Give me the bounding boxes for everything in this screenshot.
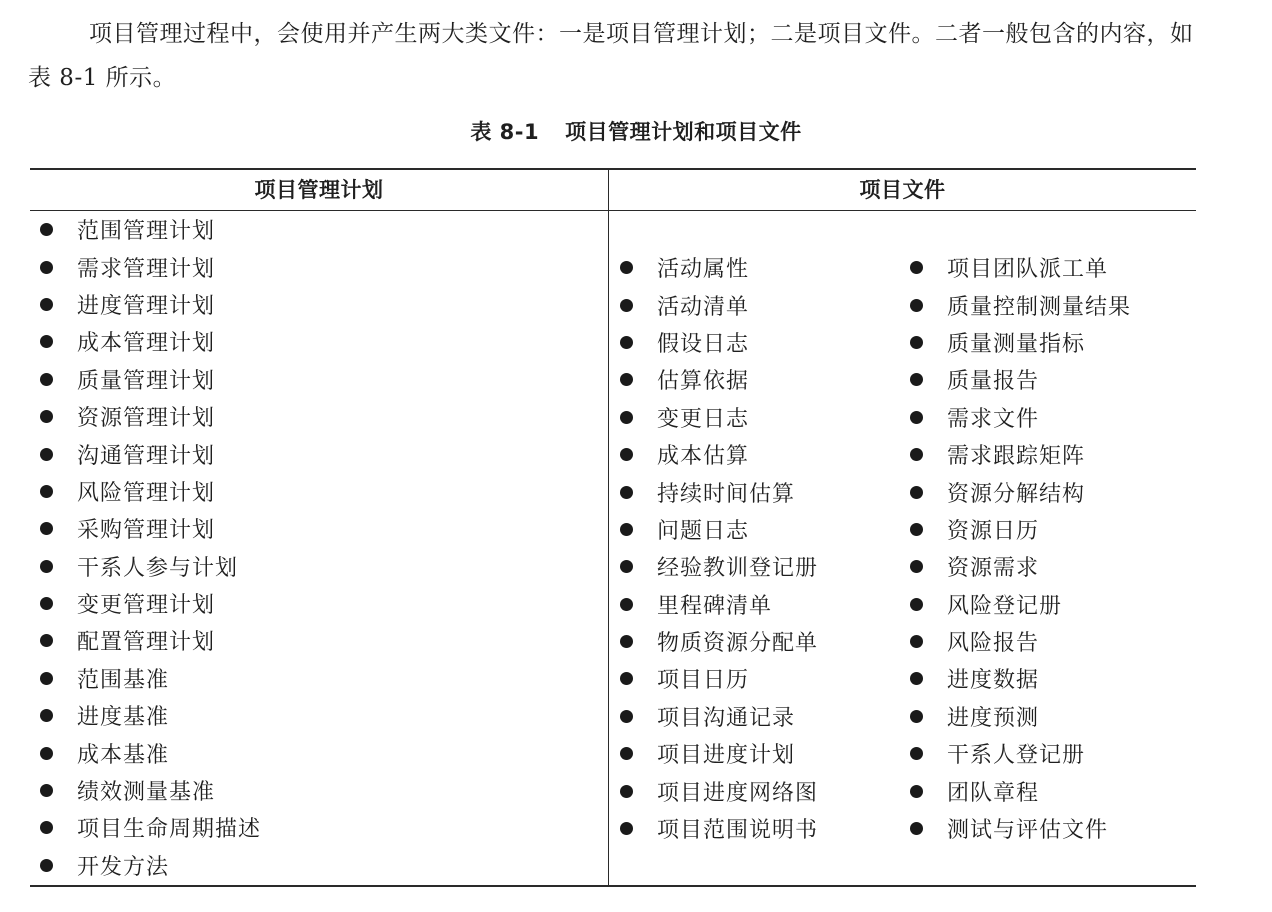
bullet-icon (40, 560, 53, 573)
bullet-icon (620, 785, 633, 798)
list-item (620, 324, 818, 361)
table-column-divider (608, 170, 609, 885)
bullet-icon (910, 822, 923, 835)
bullet-icon (910, 672, 923, 685)
list-item-label: 采购管理计划 (77, 518, 216, 544)
bullet-icon (620, 373, 633, 386)
list-item (40, 248, 261, 285)
list-item-label: 风险报告 (947, 631, 1040, 657)
list-item-label: 沟通管理计划 (77, 443, 216, 469)
list-item (40, 734, 261, 771)
list-item (910, 473, 1131, 510)
list-item-label: 质量测量指标 (947, 331, 1086, 357)
list-item (620, 548, 818, 585)
list-item-label: 变更管理计划 (77, 593, 216, 619)
list-item-label: 范围管理计划 (77, 219, 216, 245)
list-item-label: 问题日志 (657, 518, 750, 544)
list-item (40, 286, 261, 323)
list-item (910, 436, 1131, 473)
list-item (620, 735, 818, 772)
plan-items-list (40, 211, 261, 884)
bullet-icon (40, 448, 53, 461)
list-item-label: 配置管理计划 (77, 630, 216, 656)
list-item (40, 847, 261, 884)
list-item-label: 项目团队派工单 (947, 257, 1109, 283)
bullet-icon (620, 261, 633, 274)
list-item (910, 735, 1131, 772)
list-item (40, 622, 261, 659)
bullet-icon (910, 747, 923, 760)
list-item (910, 399, 1131, 436)
list-item-label: 经验教训登记册 (657, 556, 819, 582)
list-item (910, 772, 1131, 809)
list-item-label: 需求跟踪矩阵 (947, 444, 1086, 470)
list-item (40, 323, 261, 360)
bullet-icon (620, 672, 633, 685)
bullet-icon (40, 335, 53, 348)
list-item-label: 项目日历 (657, 668, 750, 694)
bullet-icon (910, 523, 923, 536)
bullet-icon (40, 634, 53, 647)
list-item (40, 361, 261, 398)
bullet-icon (40, 709, 53, 722)
list-item-label: 变更日志 (657, 406, 750, 432)
list-item-label: 质量报告 (947, 369, 1040, 395)
list-item-label: 资源需求 (947, 556, 1040, 582)
list-item-label: 需求管理计划 (77, 256, 216, 282)
list-item (40, 435, 261, 472)
bullet-icon (620, 747, 633, 760)
bullet-icon (910, 635, 923, 648)
bullet-icon (40, 522, 53, 535)
list-item-label: 假设日志 (657, 331, 750, 357)
list-item-label: 活动清单 (657, 294, 750, 320)
list-item-label: 资源日历 (947, 518, 1040, 544)
list-item-label: 干系人登记册 (947, 743, 1086, 769)
list-item-label: 开发方法 (77, 854, 170, 880)
list-item (620, 361, 818, 398)
bullet-icon (620, 448, 633, 461)
list-item (620, 249, 818, 286)
bullet-icon (910, 710, 923, 723)
document-items-list-2 (910, 249, 1131, 847)
list-item (620, 286, 818, 323)
list-item-label: 项目范围说明书 (657, 818, 819, 844)
list-item (40, 510, 261, 547)
bullet-icon (910, 261, 923, 274)
bullet-icon (40, 298, 53, 311)
bullet-icon (40, 261, 53, 274)
list-item-label: 测试与评估文件 (947, 818, 1109, 844)
bullet-icon (910, 560, 923, 573)
list-item-label: 成本估算 (657, 444, 750, 470)
list-item (40, 473, 261, 510)
list-item (40, 585, 261, 622)
table-top-rule (30, 168, 1196, 170)
intro-paragraph: 项目管理过程中，会使用并产生两大类文件：一是项目管理计划；二是项目文件。二者一般包含的内容，如表 8-1 所示。 (28, 21, 1194, 91)
bullet-icon (620, 635, 633, 648)
list-item-label: 质量管理计划 (77, 368, 216, 394)
list-item (910, 286, 1131, 323)
bullet-icon (620, 299, 633, 312)
list-item-label: 里程碑清单 (657, 593, 773, 619)
bullet-icon (910, 336, 923, 349)
list-item (620, 436, 818, 473)
bullet-icon (620, 560, 633, 573)
list-item-label: 团队章程 (947, 780, 1040, 806)
bullet-icon (910, 598, 923, 611)
list-item (910, 548, 1131, 585)
bullet-icon (620, 411, 633, 424)
list-item-label: 项目沟通记录 (657, 705, 796, 731)
list-item (620, 586, 818, 623)
list-item (620, 698, 818, 735)
list-item-label: 成本管理计划 (77, 331, 216, 357)
bullet-icon (910, 299, 923, 312)
list-item (620, 399, 818, 436)
list-item (910, 324, 1131, 361)
list-item (620, 623, 818, 660)
bullet-icon (910, 411, 923, 424)
list-item-label: 成本基准 (77, 742, 170, 768)
bullet-icon (620, 336, 633, 349)
list-item-label: 绩效测量基准 (77, 780, 216, 806)
list-item-label: 干系人参与计划 (77, 555, 239, 581)
list-item (40, 548, 261, 585)
list-item (40, 211, 261, 248)
list-item-label: 进度数据 (947, 668, 1040, 694)
list-item (40, 660, 261, 697)
list-item (910, 249, 1131, 286)
list-item (40, 772, 261, 809)
list-item (910, 810, 1131, 847)
list-item-label: 进度预测 (947, 705, 1040, 731)
bullet-icon (40, 784, 53, 797)
list-item-label: 活动属性 (657, 257, 750, 283)
list-item (620, 473, 818, 510)
list-item (910, 586, 1131, 623)
bullet-icon (40, 485, 53, 498)
bullet-icon (910, 373, 923, 386)
list-item-label: 项目进度网络图 (657, 780, 819, 806)
list-item-label: 进度管理计划 (77, 293, 216, 319)
list-item-label: 资源管理计划 (77, 406, 216, 432)
bullet-icon (620, 486, 633, 499)
list-item-label: 质量控制测量结果 (947, 294, 1132, 320)
bullet-icon (40, 223, 53, 236)
list-item-label: 资源分解结构 (947, 481, 1086, 507)
bullet-icon (40, 410, 53, 423)
list-item-label: 风险登记册 (947, 593, 1063, 619)
table-caption-title: 项目管理计划和项目文件 (565, 120, 802, 144)
bullet-icon (40, 821, 53, 834)
header-project-management-plan: 项目管理计划 (254, 178, 384, 202)
list-item (910, 511, 1131, 548)
list-item-label: 需求文件 (947, 406, 1040, 432)
list-item (910, 623, 1131, 660)
list-item-label: 持续时间估算 (657, 481, 796, 507)
list-item (620, 660, 818, 697)
header-project-documents: 项目文件 (859, 178, 946, 202)
list-item-label: 范围基准 (77, 667, 170, 693)
list-item (910, 660, 1131, 697)
list-item (40, 697, 261, 734)
table-caption (0, 116, 1272, 146)
list-item (620, 511, 818, 548)
document-items-list-1 (620, 249, 818, 847)
list-item (40, 809, 261, 846)
bullet-icon (910, 448, 923, 461)
bullet-icon (40, 747, 53, 760)
bullet-icon (620, 822, 633, 835)
table-bottom-rule (30, 885, 1196, 887)
bullet-icon (40, 672, 53, 685)
list-item-label: 物质资源分配单 (657, 631, 819, 657)
bullet-icon (40, 859, 53, 872)
list-item-label: 进度基准 (77, 705, 170, 731)
list-item (620, 772, 818, 809)
bullet-icon (620, 598, 633, 611)
table-caption-number: 表 8-1 (470, 120, 540, 144)
list-item (620, 810, 818, 847)
bullet-icon (910, 486, 923, 499)
bullet-icon (40, 373, 53, 386)
list-item (40, 398, 261, 435)
bullet-icon (40, 597, 53, 610)
list-item-label: 项目生命周期描述 (77, 817, 262, 843)
list-item-label: 估算依据 (657, 369, 750, 395)
bullet-icon (620, 710, 633, 723)
list-item-label: 项目进度计划 (657, 743, 796, 769)
list-item-label: 风险管理计划 (77, 480, 216, 506)
bullet-icon (620, 523, 633, 536)
bullet-icon (910, 785, 923, 798)
list-item (910, 361, 1131, 398)
list-item (910, 698, 1131, 735)
